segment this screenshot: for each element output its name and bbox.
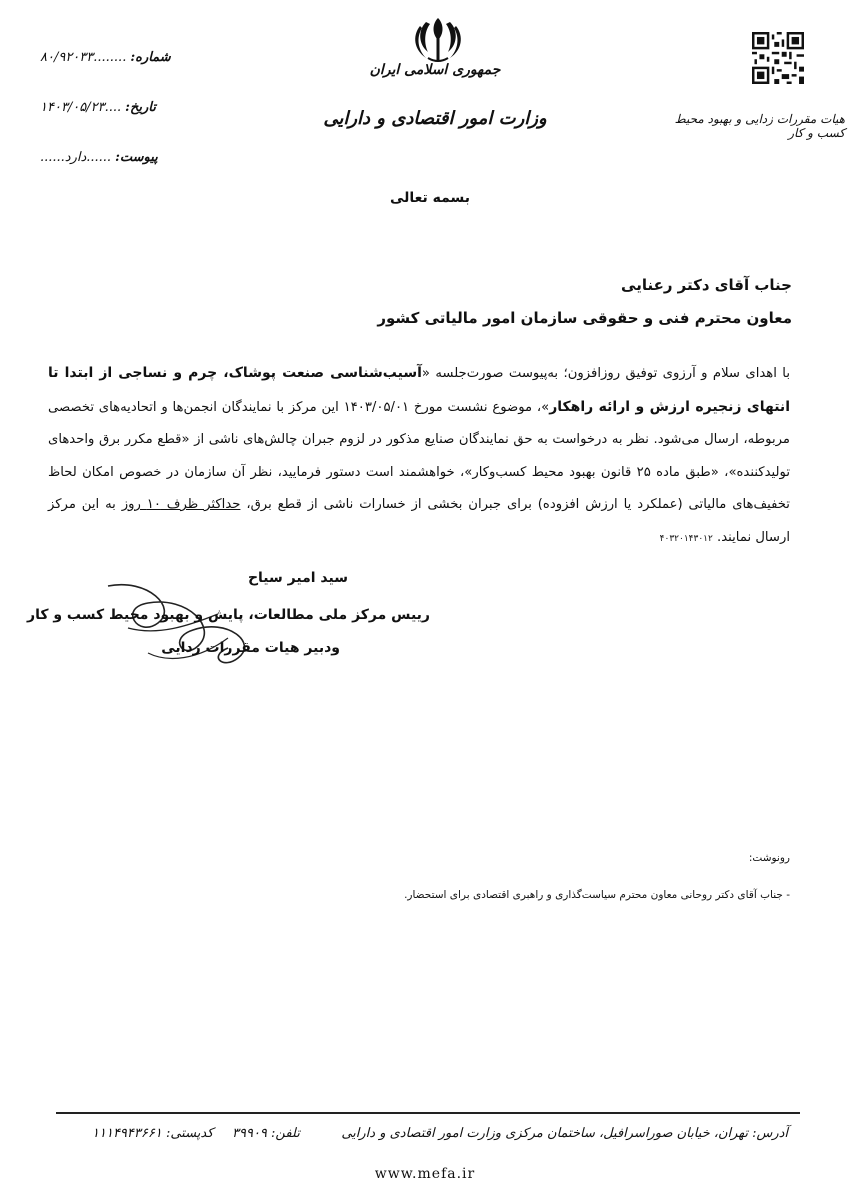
qr-code-icon <box>752 32 804 84</box>
signatory-title-2: ودبیر هیات مقررات زدایی <box>161 640 340 656</box>
letter-date-label: تاریخ: <box>125 100 156 115</box>
footer-address: آدرس: تهران، خیابان صوراسرافیل، ساختمان مرکزی وزارت امور اقتصادی و دارایی <box>341 1126 788 1141</box>
body-bold-subject: آسیب‌شناسی صنعت پوشاک، چرم و نساجی از ابتدا تا انتهای زنجیره ارزش و ارائه راهکار <box>48 365 790 415</box>
addressee-title: معاون محترم فنی و حقوقی سازمان امور مالیاتی کشور <box>377 309 792 327</box>
letter-code: ۴۰۳۲۰۱۴۳۰۱۲ <box>659 533 713 544</box>
cc-label: رونوشت: <box>748 852 790 864</box>
letter-attachment <box>40 150 158 165</box>
body-text-1: با اهدای سلام و آرزوی توفیق روزافزون؛ به‌پیوست صورت‌جلسه « <box>421 366 790 381</box>
letter-date <box>40 100 156 115</box>
signatory-title-1: رییس مرکز ملی مطالعات، پایش و بهبود محیط کسب و کار <box>27 607 430 623</box>
letter-number-label: شماره: <box>130 50 171 65</box>
footer-postal-code: کدپستی: ۱۱۱۴۹۴۳۶۶۱ <box>92 1126 214 1141</box>
body-text-2: »، موضوع نشست مورخ ۱۴۰۳/۰۵/۰۱ این مرکز با نمایندگان انجمن‌ها و اتحادیه‌های تخصصی مربوطه، ارسال می‌شود. نظر به درخواست به حق نمایندگان صنایع مذکور در لزوم جبران چالش‌های ناشی از «قطع مکرر برق واحدهای تولیدکننده»، «طبق ماده ۲۵ قانون بهبود محیط کسب‌وکار»، خواهشمند است دستور فرمایید، نظر آن سازمان در خصوص امکان لحاظ تخفیف‌های مالیاتی (عملکرد یا ارزش افزوده) برای جبران بخشی از خسارات ناشی از قطع برق، <box>48 399 790 512</box>
body-text-3: به این مرکز ارسال نمایند. <box>48 497 790 545</box>
footer-phone: تلفن: ۳۹۹۰۹ <box>232 1126 300 1141</box>
deregulation-board-title: هیات مقررات زدایی و بهبود محیط کسب و کار <box>674 112 845 140</box>
signatory-name: سید امیر سیاح <box>247 570 348 586</box>
republic-title: جمهوری اسلامی ایران <box>369 62 501 78</box>
ministry-title: وزارت امور اقتصادی و دارایی <box>323 108 547 129</box>
addressee-name: جناب آقای دکتر رعنایی <box>621 276 792 294</box>
footer-website[interactable]: www.mefa.ir <box>374 1166 476 1182</box>
letter-number <box>40 50 171 65</box>
letter-body <box>48 357 790 555</box>
footer-divider <box>56 1112 800 1114</box>
iran-emblem-icon <box>408 14 468 64</box>
bismillah-heading: بسمه تعالی <box>389 190 471 206</box>
letter-attachment-value: ......دارد...... <box>40 150 112 165</box>
letter-attachment-label: پیوست: <box>115 150 158 165</box>
letter-date-value: ....۱۴۰۳/۰۵/۲۳ <box>40 100 122 115</box>
letter-number-value: ........۸۰/۹۲۰۳۳ <box>40 50 127 65</box>
body-deadline: حداکثر ظرف ۱۰ روز <box>121 497 241 512</box>
cc-item: - جناب آقای دکتر روحانی معاون محترم سیاست‌گذاری و راهبری اقتصادی برای استحضار. <box>404 889 790 901</box>
